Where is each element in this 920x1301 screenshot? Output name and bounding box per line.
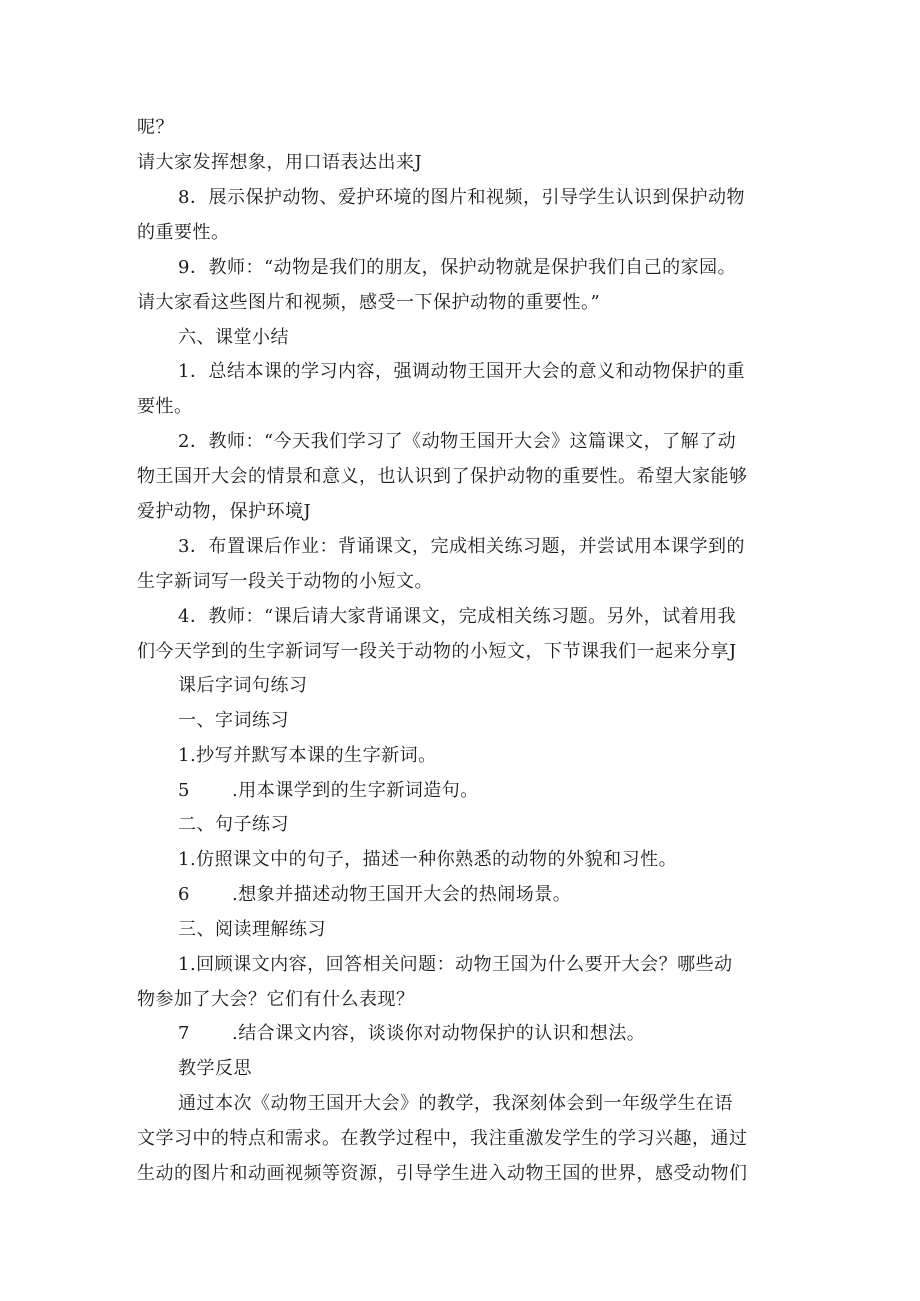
text-line: 要性。 xyxy=(137,396,193,417)
text-line: 文学习中的特点和需求。在教学过程中，我注重激发学生的学习兴趣，通过 xyxy=(137,1128,748,1149)
text-line: 8．展示保护动物、爱护环境的图片和视频，引导学生认识到保护动物 xyxy=(178,187,745,208)
text-line: 通过本次《动物王国开大会》的教学，我深刻体会到一年级学生在语 xyxy=(178,1093,733,1114)
text-line: 呢？ xyxy=(137,117,174,138)
list-number: 5 xyxy=(178,780,190,801)
list-item: 1.回顾课文内容，回答相关问题：动物王国为什么要开大会？哪些动 xyxy=(178,954,733,975)
list-item xyxy=(178,779,479,803)
text-line: 2．教师：“今天我们学习了《动物王国开大会》这篇课文，了解了动 xyxy=(178,431,737,452)
list-number: 6 xyxy=(178,884,190,905)
text-line: 生字新词写一段关于动物的小短文。 xyxy=(137,571,433,592)
list-item: 1.仿照课文中的句子，描述一种你熟悉的动物的外貌和习性。 xyxy=(178,849,678,870)
section-heading: 一、字词练习 xyxy=(178,710,289,731)
text-line: 请大家发挥想象，用口语表达出来J xyxy=(137,152,423,173)
text-line: 3．布置课后作业：背诵课文，完成相关练习题，并尝试用本课学到的 xyxy=(178,536,745,557)
text-line: 4．教师：“课后请大家背诵课文，完成相关练习题。另外，试着用我 xyxy=(178,606,737,627)
text-line: 生动的图片和动画视频等资源，引导学生进入动物王国的世界，感受动物们 xyxy=(137,1163,748,1184)
list-item xyxy=(178,883,571,907)
list-item xyxy=(178,1022,645,1046)
text-line: 们今天学到的生字新词写一段关于动物的小短文，下节课我们一起来分享J xyxy=(137,641,737,662)
list-item-text: .结合课文内容，谈谈你对动物保护的认识和想法。 xyxy=(232,1023,646,1044)
text-line: 的重要性。 xyxy=(137,222,230,243)
section-heading: 六、课堂小结 xyxy=(178,327,289,348)
text-line: 9．教师：“动物是我们的朋友，保护动物就是保护我们自己的家园。 xyxy=(178,257,737,278)
list-item-text: .想象并描述动物王国开大会的热闹场景。 xyxy=(232,884,572,905)
section-heading: 课后字词句练习 xyxy=(178,675,308,696)
section-heading: 教学反思 xyxy=(178,1058,252,1079)
list-number: 7 xyxy=(178,1023,190,1044)
text-line: 物王国开大会的情景和意义，也认识到了保护动物的重要性。希望大家能够 xyxy=(137,466,748,487)
text-line: 物参加了大会？它们有什么表现？ xyxy=(137,989,415,1010)
text-line: 请大家看这些图片和视频，感受一下保护动物的重要性。” xyxy=(137,292,601,313)
list-item-text: .用本课学到的生字新词造句。 xyxy=(232,780,479,801)
section-heading: 二、句子练习 xyxy=(178,814,289,835)
text-line: 1．总结本课的学习内容，强调动物王国开大会的意义和动物保护的重 xyxy=(178,361,745,382)
text-line: 爱护动物，保护环境J xyxy=(137,501,312,522)
section-heading: 三、阅读理解练习 xyxy=(178,919,326,940)
list-item: 1.抄写并默写本课的生字新词。 xyxy=(178,745,437,766)
